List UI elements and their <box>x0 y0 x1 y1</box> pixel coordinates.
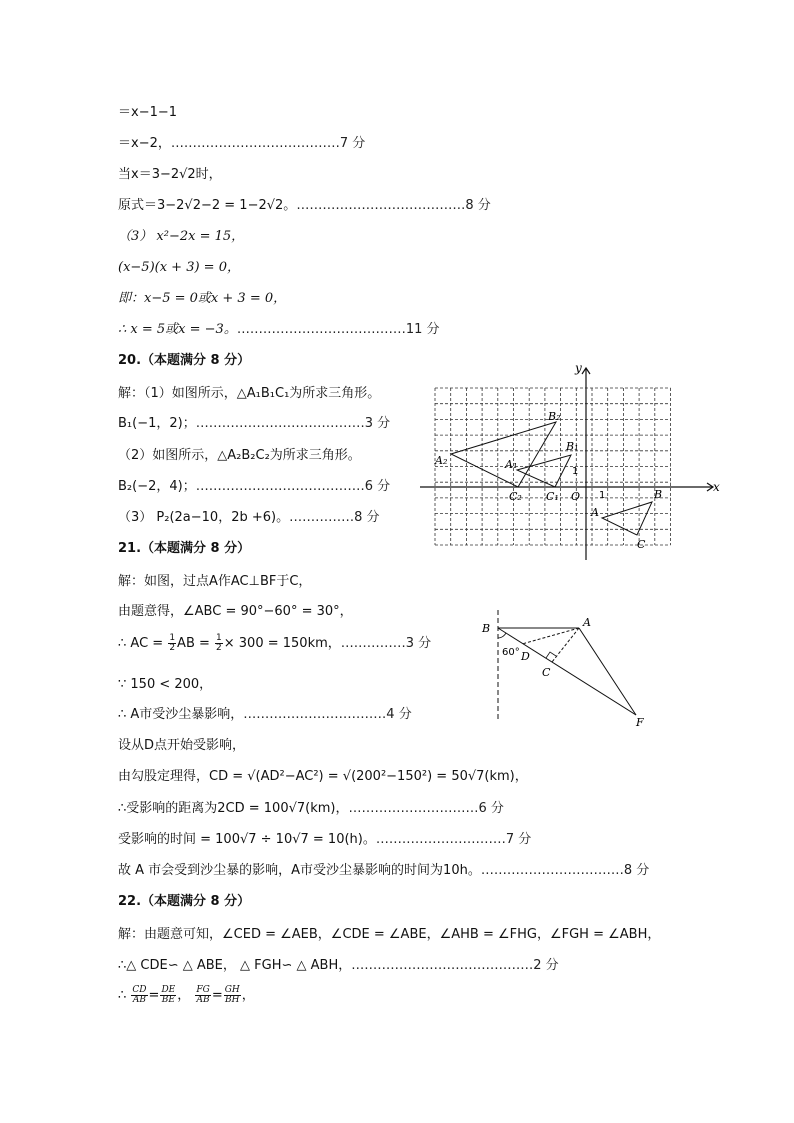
q20-step-2: B₁(−1，2)；…………………………………3 分 <box>118 416 391 431</box>
q22-step-1: 解：由题意可知，∠CED = ∠AEB，∠CDE = ∠ABE，∠AHB = ∠FHG，∠FGH = ∠ABH， <box>118 927 661 942</box>
q21-step-2: 由题意得，∠ABC = 90°−60° = 30°， <box>118 604 353 619</box>
q21-step-10: 故 A 市会受到沙尘暴的影响，A市受沙尘暴影响的时间为10h。……………………………8 分 <box>118 863 650 878</box>
line-namely: 即：x−5 = 0或x + 3 = 0， <box>118 291 287 306</box>
fraction-half-1: $\frac{1}{2}$ <box>169 633 176 653</box>
line-simplify-1: ＝x−1−1 <box>118 105 178 120</box>
q21-step-9: 受影响的时间 = 100√7 ÷ 10√7 = 10(h)。…………………………7 分 <box>118 832 532 847</box>
label-C2: C₂ <box>509 490 522 503</box>
right-angle-mark <box>546 652 556 658</box>
angle-label: 60° <box>502 647 520 658</box>
origin-label: O <box>571 490 581 503</box>
line-when-x: 当x＝3−2√2时， <box>118 167 222 182</box>
unit-y-label: 1 <box>572 466 579 477</box>
label-A: A <box>591 506 599 519</box>
q21-step-8: ∴受影响的距离为2CD = 100√7(km)，…………………………6 分 <box>118 801 504 816</box>
label-C: C <box>542 666 551 679</box>
label-C1: C₁ <box>546 490 559 503</box>
label-A2: A₂ <box>435 454 448 467</box>
x-axis-label: x <box>713 480 720 494</box>
q22-heading: 22.（本题满分 8 分） <box>118 894 251 909</box>
q21-step-6: 设从D点开始受影响， <box>118 738 246 753</box>
q21-step-7: 由勾股定理得，CD = √(AD²−AC²) = √(200²−150²) = 50√7(km)， <box>118 769 528 784</box>
label-B1: B₁ <box>566 440 579 453</box>
label-D: D <box>521 650 530 663</box>
q22-step-3: ∴ $\frac{CD}{AB}$ = $\frac{DE}{BE}$ ， $\frac{FG}{AB}$ = $\frac{GH}{BH}$ ， <box>118 985 255 1005</box>
line-part3-eq: （3） x²−2x = 15， <box>118 229 245 244</box>
label-A1: A₁ <box>505 458 518 471</box>
fraction-half-2: $\frac{1}{2}$ <box>216 633 222 653</box>
label-A: A <box>583 616 591 629</box>
segment-AD <box>522 628 579 644</box>
q20-heading: 20.（本题满分 8 分） <box>118 353 251 368</box>
q22-step-2: ∴△ CDE∽ △ ABE， △ FGH∽ △ ABH，……………………………………2 分 <box>118 958 559 973</box>
line-original-expr: 原式＝3−2√2−2 = 1−2√2。…………………………………8 分 <box>118 198 491 213</box>
unit-x-label: 1 <box>599 490 606 501</box>
label-C: C <box>637 538 646 551</box>
segment-BF <box>498 628 636 715</box>
q20-step-3: （2）如图所示，△A₂B₂C₂为所求三角形。 <box>118 448 361 463</box>
q21-heading: 21.（本题满分 8 分） <box>118 541 251 556</box>
label-F: F <box>636 716 644 729</box>
q21-step-1: 解：如图，过点A作AC⊥BF于C， <box>118 574 312 589</box>
fraction-DE-BE: $\frac{DE}{BE}$ <box>161 985 176 1005</box>
q20-step-1: 解：（1）如图所示，△A₁B₁C₁为所求三角形。 <box>118 386 381 401</box>
q21-step-3: ∴ AC = $\frac{1}{2}$ AB = $\frac{1}{2}$ × 300 = 150km，……………3 分 <box>118 633 432 653</box>
triangle-ABC <box>602 502 652 535</box>
label-B2: B₂ <box>548 410 561 423</box>
fraction-FG-AB: $\frac{FG}{AB}$ <box>196 985 210 1005</box>
label-B: B <box>482 622 491 635</box>
segment-AF <box>579 628 636 715</box>
q21-step-5: ∴ A市受沙尘暴影响，……………………………4 分 <box>118 707 412 722</box>
line-simplify-2: ＝x−2，…………………………………7 分 <box>118 136 366 151</box>
q20-step-5: （3） P₂(2a−10，2b +6)。……………8 分 <box>118 510 380 525</box>
segment-AC <box>552 628 579 662</box>
y-axis-label: y <box>575 361 582 375</box>
line-factor: (x−5)(x + 3) = 0， <box>118 260 240 275</box>
q21-geometry-figure <box>478 610 658 730</box>
fraction-CD-AB: $\frac{CD}{AB}$ <box>132 985 147 1005</box>
q21-step-4: ∵ 150 < 200， <box>118 677 213 692</box>
q20-grid-figure <box>415 360 725 565</box>
label-B: B <box>654 488 663 501</box>
q20-step-4: B₂(−2，4)；…………………………………6 分 <box>118 479 391 494</box>
line-solution: ∴ x = 5或x = −3。…………………………………11 分 <box>118 322 440 337</box>
fraction-GH-BH: $\frac{GH}{BH}$ <box>224 985 240 1005</box>
angle-arc <box>498 633 506 638</box>
